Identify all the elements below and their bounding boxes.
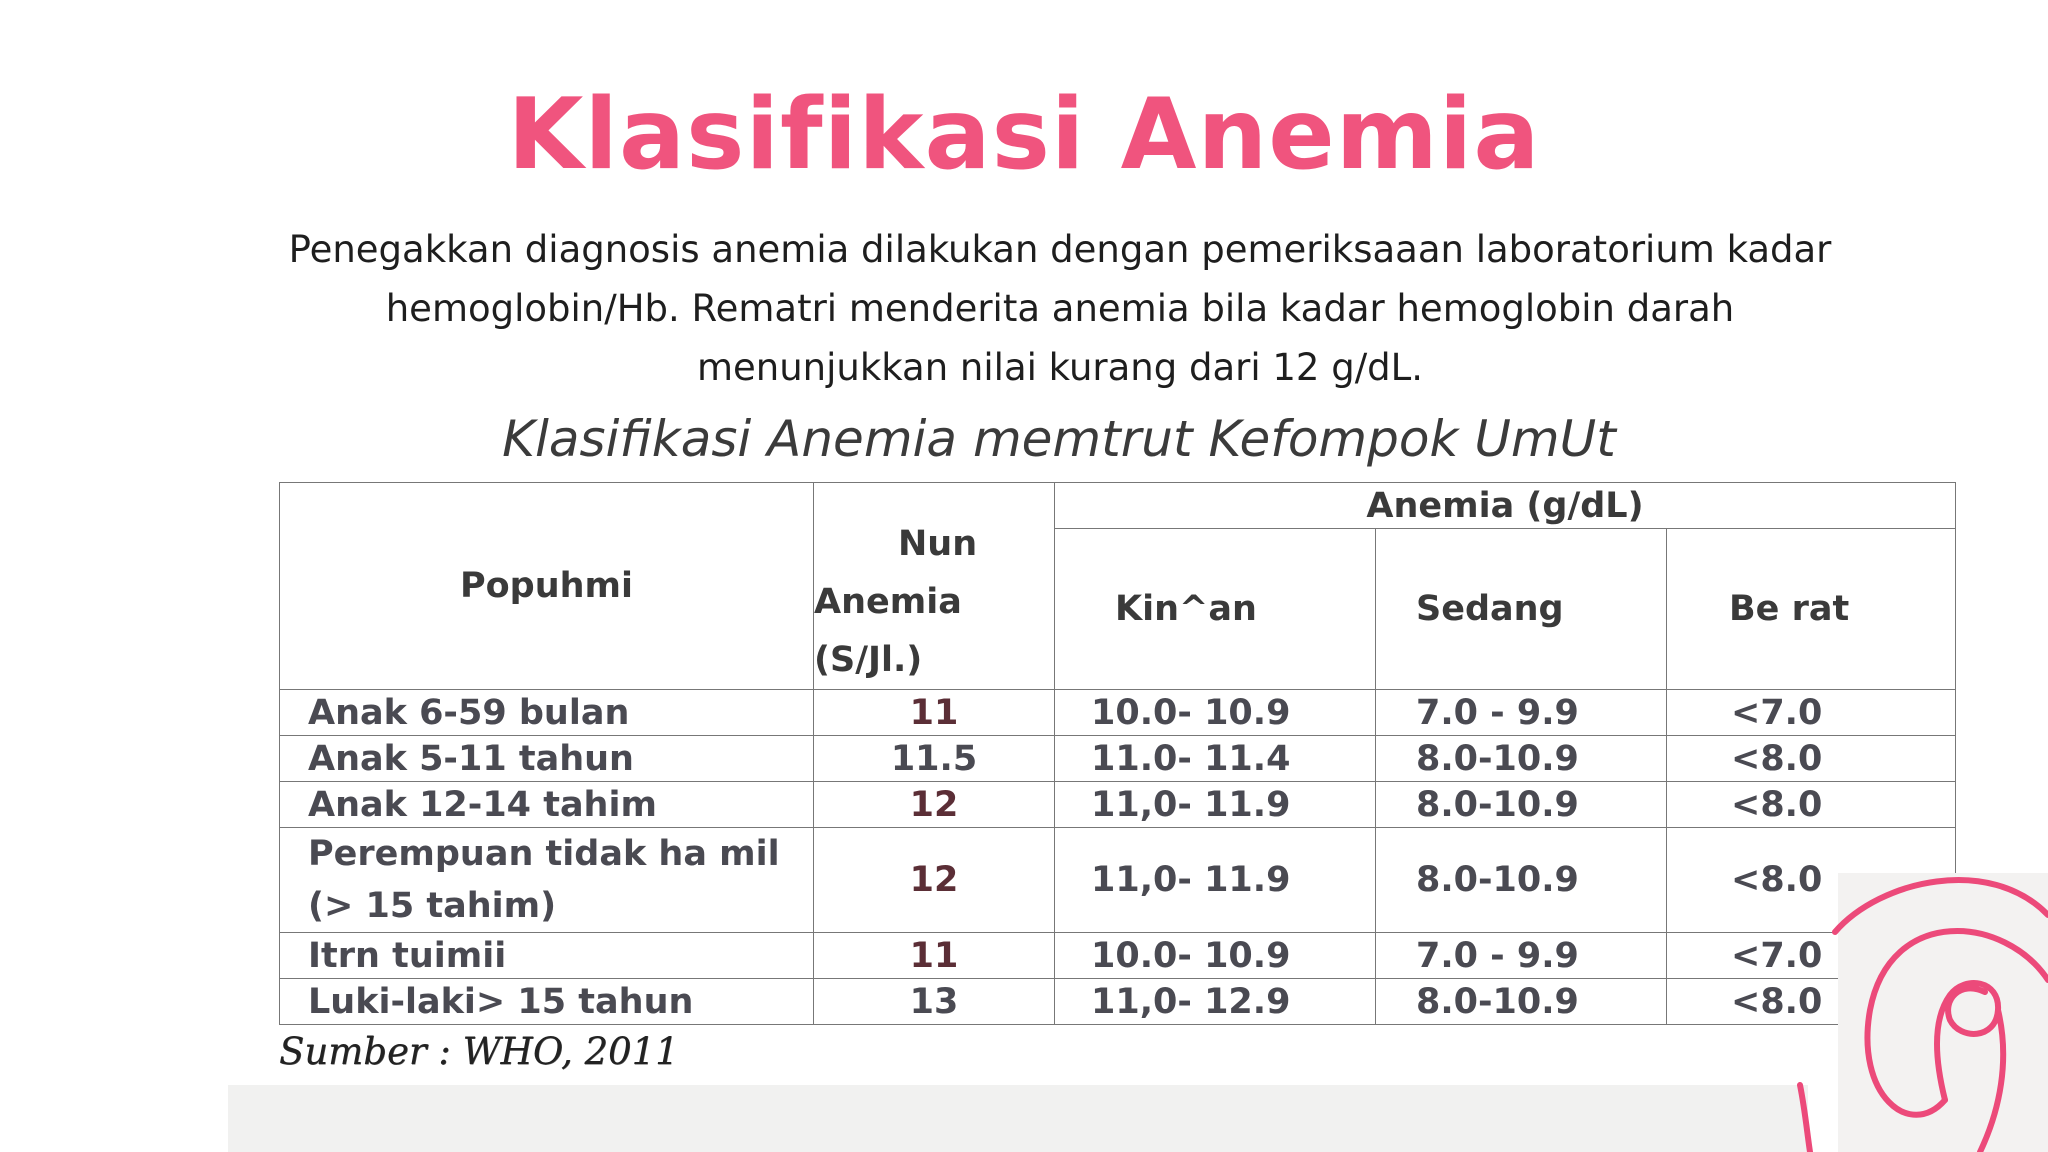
header-no-anemia-line1: Nun [898,524,978,564]
header-no-anemia [814,483,1055,690]
intro-paragraph: Penegakkan diagnosis anemia dilakukan dengan pemeriksaaan laboratorium kadar hemoglobin/Hb. Rematri menderita anemia bila kadar hemoglobin darah menunjukkan nilai kurang dari 12 g/dL. [288,228,1832,389]
cell-severe: <8.0 [1667,828,1956,933]
cell-mild: 11,0- 11.9 [1055,782,1376,828]
cell-severe: <7.0 [1667,690,1956,736]
anemia-classification-table [279,482,1956,1025]
source-citation: Sumber : WHO, 2011 [279,1030,679,1073]
cell-mild: 10.0- 10.9 [1055,933,1376,979]
cell-moderate: 8.0-10.9 [1376,828,1667,933]
cell-no-anemia: 13 [814,979,1055,1025]
cell-severe: <8.0 [1667,782,1956,828]
header-mild: Kin^an [1055,529,1376,690]
table-row [280,690,1956,736]
cell-population: Luki-laki> 15 tahun [280,979,814,1025]
header-anemia-group: Anemia (g/dL) [1055,483,1956,529]
cell-mild: 11,0- 11.9 [1055,828,1376,933]
table-row [280,736,1956,782]
header-severe: Be rat [1667,529,1956,690]
table-row [280,782,1956,828]
cell-mild: 11,0- 12.9 [1055,979,1376,1025]
cell-no-anemia: 11 [814,933,1055,979]
header-moderate: Sedang [1376,529,1667,690]
cell-population: Itrn tuimii [280,933,814,979]
table-row [280,979,1956,1025]
cell-moderate: 7.0 - 9.9 [1376,690,1667,736]
cell-population: Anak 5-11 tahun [280,736,814,782]
cell-moderate: 8.0-10.9 [1376,782,1667,828]
cell-severe: <8.0 [1667,979,1956,1025]
table-caption: Klasifikasi Anemia memtrut Kefompok UmUt [502,410,1616,468]
cell-population: Anak 12-14 tahim [280,782,814,828]
header-population: Popuhmi [280,483,814,690]
cell-population: Perempuan tidak ha mil (> 15 tahim) [280,828,814,933]
cell-population: Anak 6-59 bulan [280,690,814,736]
spiral-doodle-icon [1760,860,2048,1152]
scan-texture-strip [228,1085,1808,1152]
cell-moderate: 8.0-10.9 [1376,979,1667,1025]
header-no-anemia-line2: Anemia [814,582,962,622]
cell-severe: <7.0 [1667,933,1956,979]
cell-no-anemia: 12 [814,782,1055,828]
header-no-anemia-line3: (S/Jl.) [814,640,923,680]
cell-mild: 10.0- 10.9 [1055,690,1376,736]
cell-mild: 11.0- 11.4 [1055,736,1376,782]
table-row [280,933,1956,979]
cell-moderate: 8.0-10.9 [1376,736,1667,782]
cell-no-anemia: 11 [814,690,1055,736]
cell-no-anemia: 12 [814,828,1055,933]
table-row [280,828,1956,933]
cell-severe: <8.0 [1667,736,1956,782]
cell-no-anemia: 11.5 [814,736,1055,782]
table-header-row [280,483,1956,529]
cell-moderate: 7.0 - 9.9 [1376,933,1667,979]
page-title: Klasifikasi Anemia [507,78,1541,192]
